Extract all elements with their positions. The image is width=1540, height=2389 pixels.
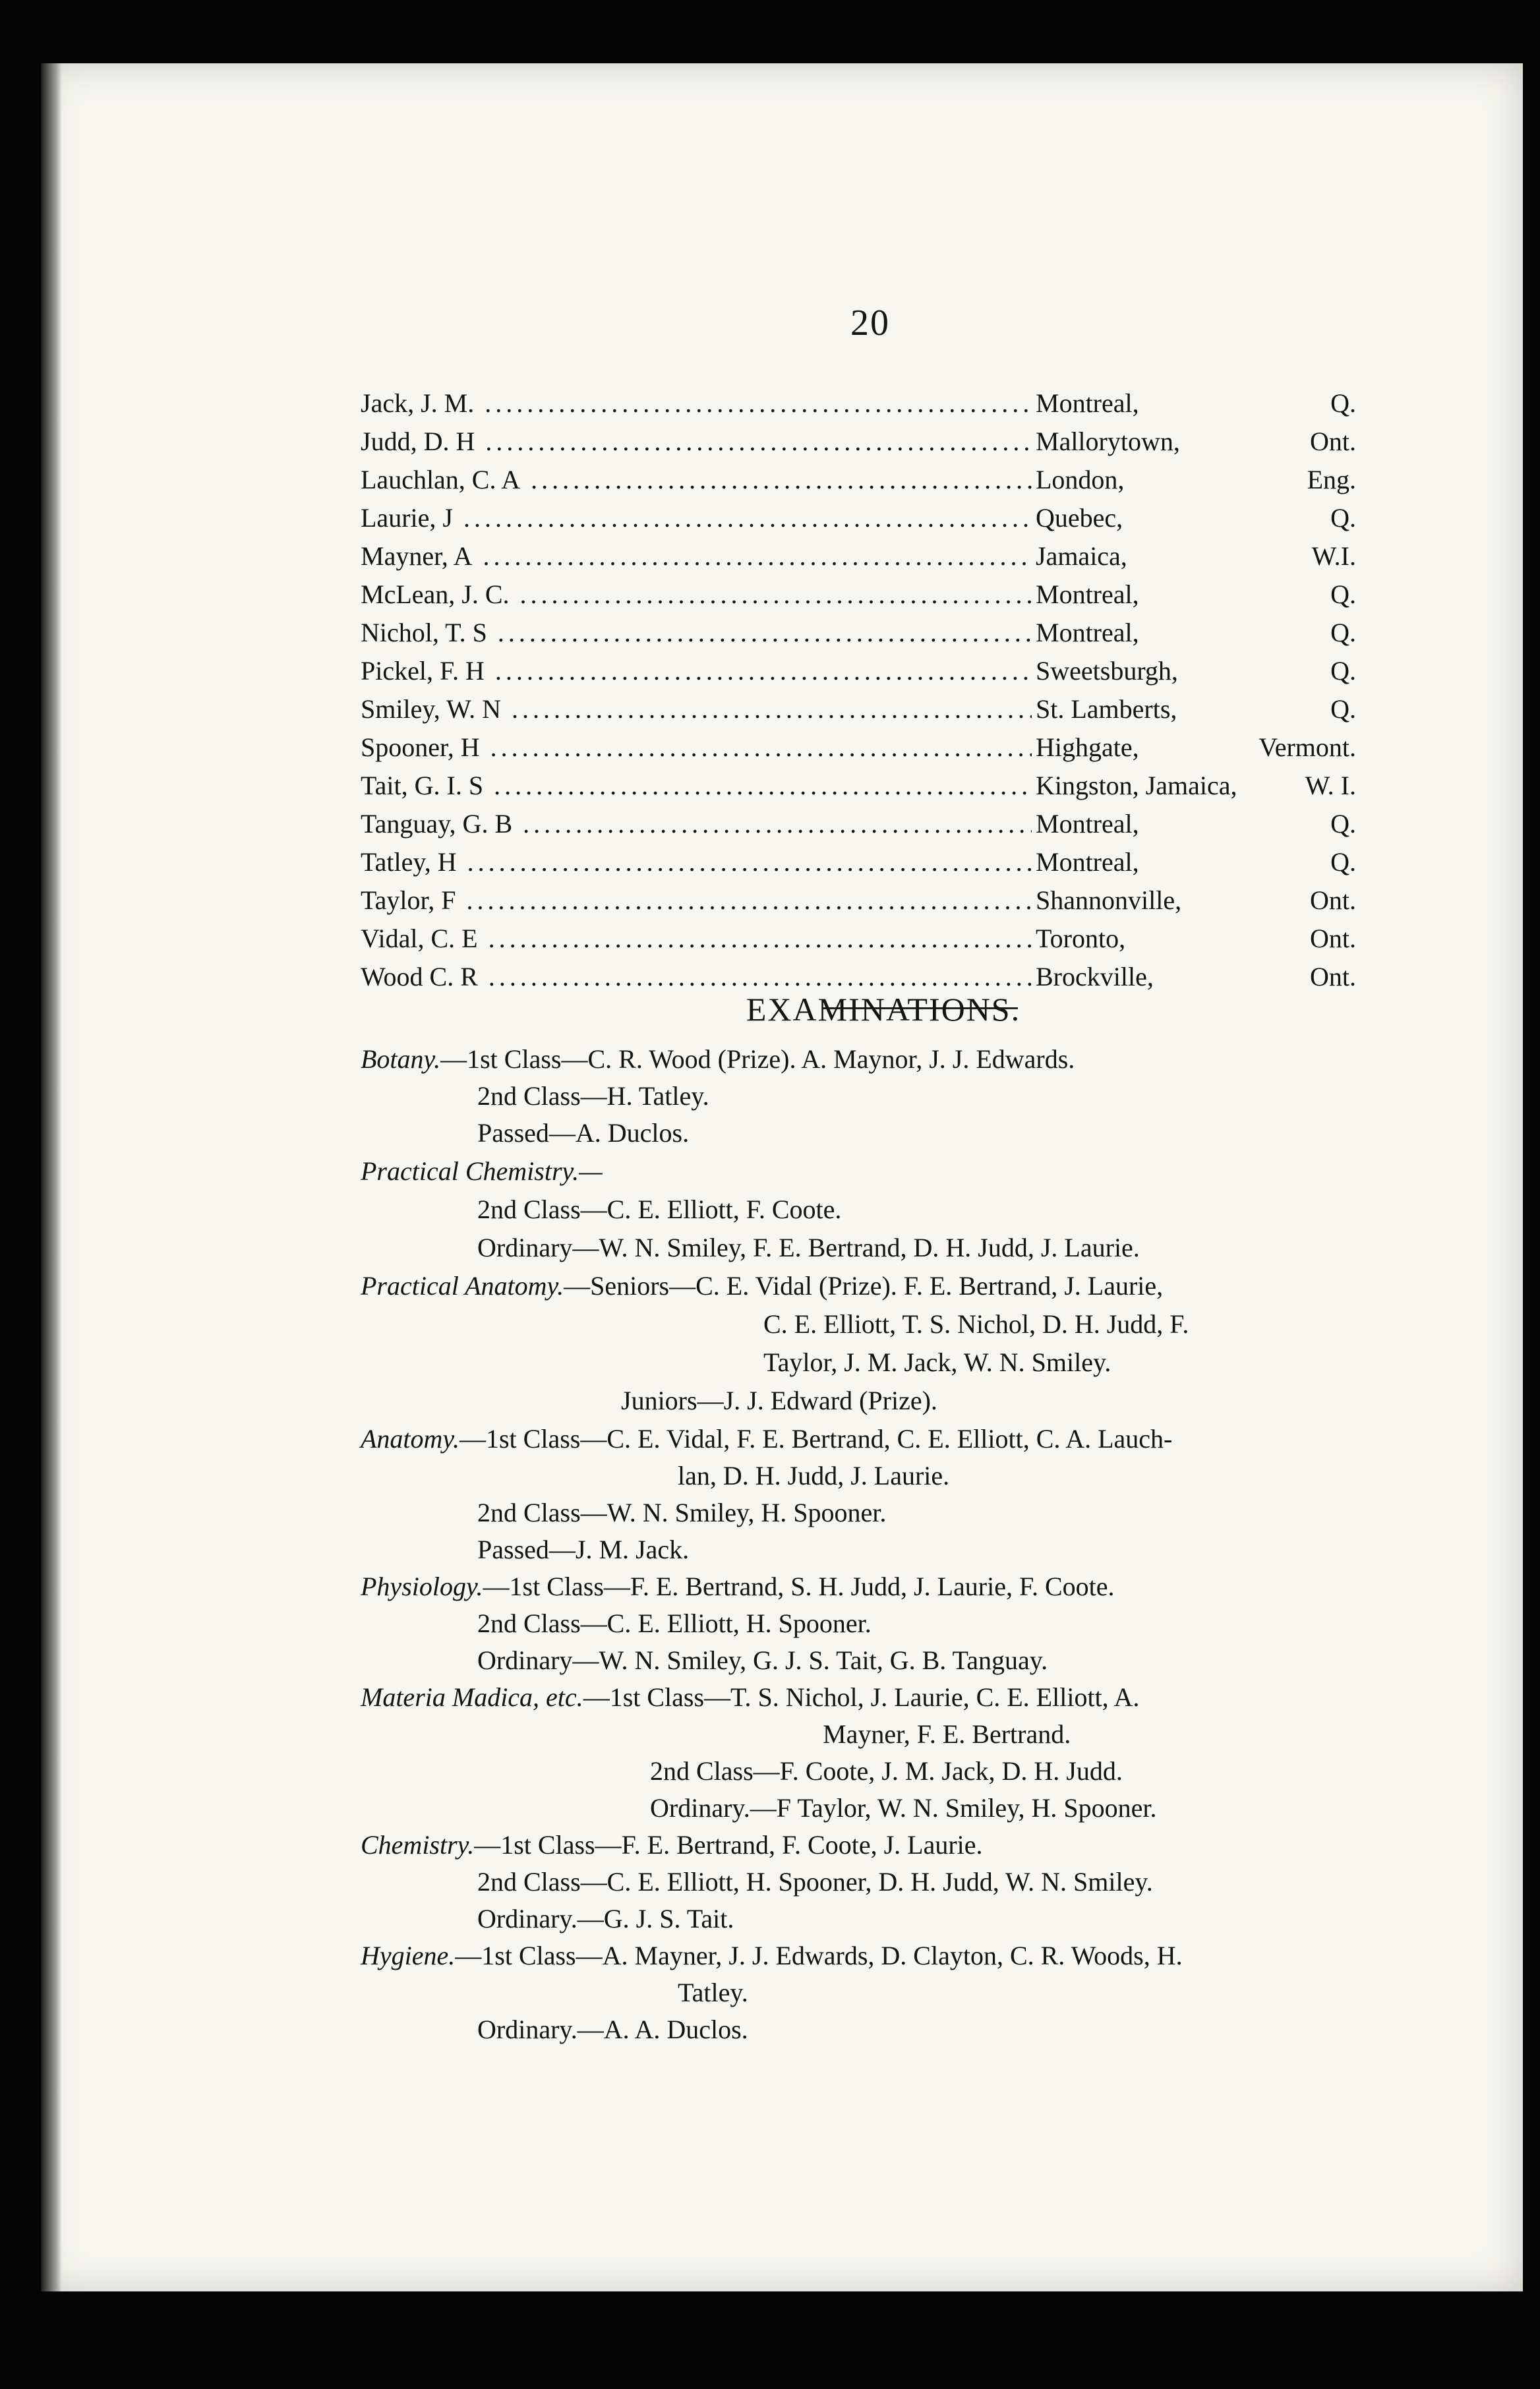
student-province: Vermont. (1259, 732, 1356, 762)
student-province: Q. (1330, 847, 1356, 877)
chemistry-ordinary: Ordinary.—G. J. S. Tait. (477, 1904, 734, 1933)
student-province: Ont. (1310, 885, 1356, 915)
student-province: W.I. (1311, 541, 1356, 571)
student-town: Montreal, (1032, 805, 1139, 843)
subject-label: Practical Anatomy. (361, 1271, 564, 1301)
practical-chemistry-subject: Practical Chemistry.— (361, 1156, 603, 1186)
directory-row (361, 461, 1356, 499)
student-town: Quebec, (1032, 499, 1123, 537)
student-name: Vidal, C. E ..... (361, 920, 1033, 958)
student-name: Pickel, F. H ..... (361, 652, 1033, 690)
student-name: Mayner, A ..... (361, 537, 1033, 575)
result-text: —1st Class—F. E. Bertrand, F. Coote, J. Laurie. (474, 1830, 983, 1860)
directory-row (361, 843, 1356, 881)
directory-row (361, 423, 1356, 461)
materia-medica-first-class-cont: Mayner, F. E. Bertrand. (823, 1719, 1071, 1749)
hygiene-first-class (361, 1938, 1183, 1974)
physiology-second-class: 2nd Class—C. E. Elliott, H. Spooner. (477, 1608, 872, 1638)
student-province: Ont. (1310, 427, 1356, 456)
student-town: Highgate, (1032, 728, 1139, 767)
physiology-ordinary: Ordinary—W. N. Smiley, G. J. S. Tait, G. B. Tanguay. (477, 1645, 1048, 1675)
practical-chemistry-ordinary: Ordinary—W. N. Smiley, F. E. Bertrand, D. H. Judd, J. Laurie. (477, 1233, 1140, 1262)
student-name: Tanguay, G. B ..... (361, 805, 1033, 843)
student-town: Montreal, (1032, 614, 1139, 652)
student-province: W. I. (1305, 771, 1356, 800)
result-text: —1st Class—A. Mayner, J. J. Edwards, D. Clayton, C. R. Woods, H. (455, 1941, 1183, 1970)
student-province: Ont. (1310, 924, 1356, 953)
student-province: Q. (1330, 809, 1356, 839)
subject-label: Chemistry. (361, 1830, 475, 1860)
anatomy-first-class (361, 1421, 1172, 1457)
student-town: Mallorytown, (1032, 423, 1180, 461)
result-text: —Seniors—C. E. Vidal (Prize). F. E. Bertrand, J. Laurie, (564, 1271, 1164, 1301)
physiology-first-class (361, 1569, 1115, 1605)
student-name: Tait, G. I. S ..... (361, 767, 1033, 805)
page-number: 20 (850, 303, 890, 343)
subject-label: Hygiene. (361, 1941, 456, 1970)
directory-row (361, 652, 1356, 690)
page-binding-edge (41, 63, 62, 2291)
botany-second-class: 2nd Class—H. Tatley. (477, 1081, 709, 1111)
subject-label: Materia Madica, etc. (361, 1682, 583, 1712)
directory-row (361, 690, 1356, 728)
student-province: Ont. (1310, 962, 1356, 991)
student-name: Wood C. R ..... (361, 958, 1033, 996)
botany-first-class (361, 1042, 1075, 1077)
chemistry-first-class (361, 1827, 983, 1863)
practical-anatomy-seniors-cont: Taylor, J. M. Jack, W. N. Smiley. (763, 1347, 1111, 1377)
practical-anatomy-seniors-cont: C. E. Elliott, T. S. Nichol, D. H. Judd, F. (763, 1309, 1189, 1339)
student-name: Taylor, F ..... (361, 881, 1033, 920)
directory-row (361, 575, 1356, 614)
subject-label: Anatomy. (361, 1424, 459, 1454)
hygiene-ordinary: Ordinary.—A. A. Duclos. (477, 2015, 748, 2044)
materia-medica-first-class (361, 1680, 1139, 1715)
practical-anatomy-seniors (361, 1268, 1163, 1304)
directory-row (361, 920, 1356, 958)
directory-row (361, 767, 1356, 805)
directory-row (361, 499, 1356, 537)
directory-row (361, 881, 1356, 920)
student-province: Q. (1330, 503, 1356, 533)
student-town: St. Lamberts, (1032, 690, 1177, 728)
result-text: —1st Class—C. E. Vidal, F. E. Bertrand, C. E. Elliott, C. A. Lauch- (459, 1424, 1173, 1454)
materia-medica-ordinary: Ordinary.—F Taylor, W. N. Smiley, H. Spooner. (650, 1793, 1157, 1823)
student-town: London, (1032, 461, 1124, 499)
student-directory (361, 384, 1356, 996)
practical-anatomy-juniors: Juniors—J. J. Edward (Prize). (621, 1386, 937, 1415)
student-town: Montreal, (1032, 843, 1139, 881)
chemistry-second-class: 2nd Class—C. E. Elliott, H. Spooner, D. H. Judd, W. N. Smiley. (477, 1867, 1153, 1897)
student-name: Smiley, W. N ..... (361, 690, 1033, 728)
student-name: Judd, D. H ..... (361, 423, 1033, 461)
directory-row (361, 805, 1356, 843)
materia-medica-second-class: 2nd Class—F. Coote, J. M. Jack, D. H. Judd. (650, 1756, 1123, 1786)
result-text: —1st Class—F. E. Bertrand, S. H. Judd, J. Laurie, F. Coote. (483, 1572, 1115, 1601)
student-province: Q. (1330, 694, 1356, 724)
directory-row (361, 614, 1356, 652)
student-town: Montreal, (1032, 384, 1139, 423)
student-name: Spooner, H ..... (361, 728, 1033, 767)
subject-label: Botany. (361, 1044, 441, 1074)
student-name: Lauchlan, C. A ..... (361, 461, 1033, 499)
student-town: Shannonville, (1032, 881, 1181, 920)
examinations-heading: EXAMINATIONS. (746, 991, 1021, 1028)
botany-passed: Passed—A. Duclos. (477, 1118, 690, 1148)
student-town: Sweetsburgh, (1032, 652, 1178, 690)
student-town: Toronto, (1032, 920, 1125, 958)
student-province: Eng. (1307, 465, 1356, 494)
student-province: Q. (1330, 656, 1356, 686)
student-town: Brockville, (1032, 958, 1154, 996)
student-name: McLean, J. C. ..... (361, 575, 1033, 614)
student-town: Kingston, Jamaica, (1032, 767, 1237, 805)
student-province: Q. (1330, 388, 1356, 418)
student-town: Jamaica, (1032, 537, 1127, 575)
hygiene-first-class-cont: Tatley. (678, 1978, 748, 2007)
directory-row (361, 728, 1356, 767)
student-name: Nichol, T. S ..... (361, 614, 1033, 652)
result-text: —1st Class—C. R. Wood (Prize). A. Maynor, J. J. Edwards. (440, 1044, 1075, 1074)
subject-label: Physiology. (361, 1572, 483, 1601)
student-name: Laurie, J ..... (361, 499, 1033, 537)
result-text: —1st Class—T. S. Nichol, J. Laurie, C. E. Elliott, A. (583, 1682, 1140, 1712)
anatomy-second-class: 2nd Class—W. N. Smiley, H. Spooner. (477, 1498, 887, 1527)
directory-row (361, 384, 1356, 423)
student-name: Tatley, H ..... (361, 843, 1033, 881)
practical-chemistry-second-class: 2nd Class—C. E. Elliott, F. Coote. (477, 1194, 842, 1224)
anatomy-first-class-cont: lan, D. H. Judd, J. Laurie. (678, 1461, 950, 1490)
student-province: Q. (1330, 618, 1356, 647)
student-town: Montreal, (1032, 575, 1139, 614)
student-name: Jack, J. M. ..... (361, 384, 1033, 423)
directory-row (361, 537, 1356, 575)
anatomy-passed: Passed—J. M. Jack. (477, 1535, 690, 1564)
student-province: Q. (1330, 579, 1356, 609)
